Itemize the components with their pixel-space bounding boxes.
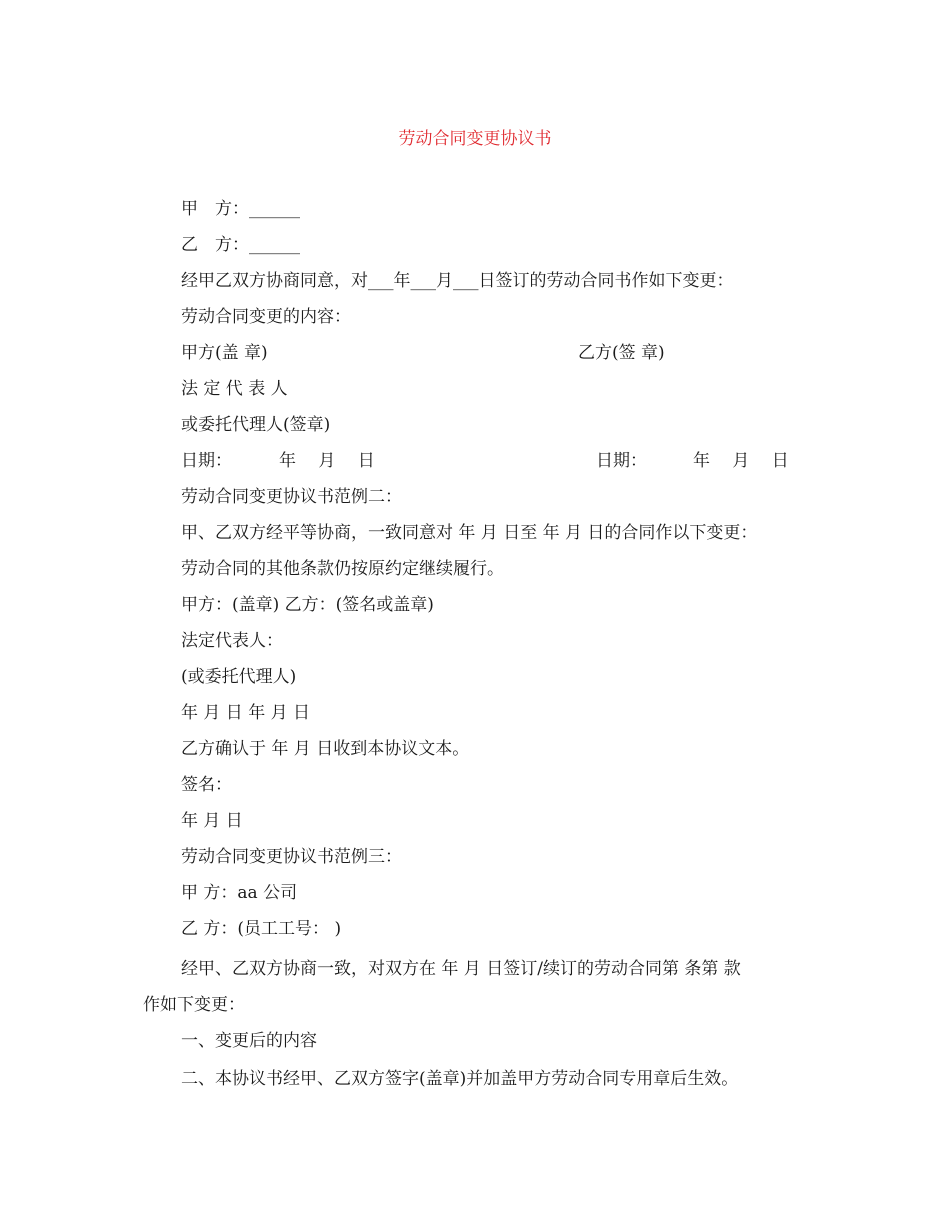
date-b-ymd: 年 月 日 bbox=[693, 451, 789, 471]
example2-confirm: 乙方确认于 年 月 日收到本协议文本。 bbox=[181, 739, 470, 759]
authorized-agent: 或委托代理人(签章) bbox=[181, 415, 331, 435]
example2-legal-rep: 法定代表人： bbox=[181, 631, 283, 651]
example2-dates: 年 月 日 年 月 日 bbox=[181, 703, 311, 723]
signature-party-b: 乙方(签 章) bbox=[578, 343, 665, 363]
example3-party-a: 甲 方：aa 公司 bbox=[181, 883, 298, 903]
signature-party-a: 甲方(盖 章) bbox=[181, 343, 268, 363]
example3-intro-line1: 经甲、乙双方协商一致，对双方在 年 月 日签订/续订的劳动合同第 条第 款 bbox=[181, 959, 741, 979]
content-label: 劳动合同变更的内容： bbox=[181, 307, 351, 327]
example3-intro-line2: 作如下变更： bbox=[143, 995, 245, 1015]
example2-intro: 甲、乙双方经平等协商，一致同意对 年 月 日至 年 月 日的合同作以下变更： bbox=[181, 523, 758, 543]
date-a-ymd: 年 月 日 bbox=[279, 451, 375, 471]
example2-other-terms: 劳动合同的其他条款仍按原约定继续履行。 bbox=[181, 559, 504, 579]
party-b-line: 乙 方：______ bbox=[181, 235, 300, 255]
example3-title: 劳动合同变更协议书范例三： bbox=[181, 847, 402, 867]
document-title: 劳动合同变更协议书 bbox=[398, 129, 552, 149]
date-a-label: 日期： bbox=[181, 451, 232, 471]
example2-title: 劳动合同变更协议书范例二： bbox=[181, 487, 402, 507]
intro-paragraph: 经甲乙双方协商同意，对___年___月___日签订的劳动合同书作如下变更： bbox=[181, 271, 734, 291]
example3-party-b: 乙 方：(员工工号： ) bbox=[181, 919, 342, 939]
legal-representative: 法 定 代 表 人 bbox=[181, 379, 288, 399]
example2-agent: (或委托代理人) bbox=[181, 667, 297, 687]
party-a-line: 甲 方：______ bbox=[181, 199, 300, 219]
example2-signatures: 甲方：(盖章) 乙方：(签名或盖章) bbox=[181, 595, 434, 615]
date-b-label: 日期： bbox=[596, 451, 647, 471]
example2-sign: 签名： bbox=[181, 775, 232, 795]
example3-item1: 一、变更后的内容 bbox=[181, 1031, 317, 1051]
example3-item2: 二、本协议书经甲、乙双方签字(盖章)并加盖甲方劳动合同专用章后生效。 bbox=[181, 1069, 739, 1089]
example2-sign-date: 年 月 日 bbox=[181, 811, 243, 831]
